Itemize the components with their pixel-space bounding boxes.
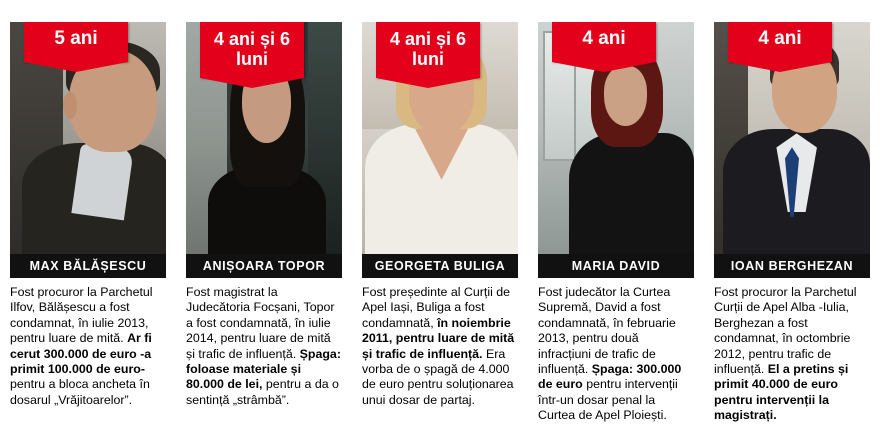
person-caption: Fost procuror la Parchetul Ilfov, Bălășescu a fost condamnat, în iulie 2013, pentru luare de mită. Ar fi cerut 300.000 de euro -a primit 100.000 de euro- pentru a bloca ancheta în dosarul „Vrăjitoarelor”. <box>10 285 153 407</box>
person-caption: Fost judecător la Curtea Supremă, David a fost condamnată, în februarie 2013, pentru două infracțiuni de trafic de influență. Șpaga: 300.000 de euro pentru intervenții într-un dosar penal la Curtea de Apel Ploiești. <box>538 285 682 423</box>
person-nameplate: GEORGETA BULIGA <box>362 254 518 278</box>
sentence-ribbon: 4 ani și 6 luni <box>376 22 480 78</box>
sentence-ribbon: 4 ani <box>728 22 832 62</box>
person-nameplate: MAX BĂLĂȘESCU <box>10 254 166 278</box>
person-caption: Fost magistrat la Judecătoria Focșani, Topor a fost condamnată, în iulie 2014, pentru luare de mită și trafic de influență. Șpaga: foloase materiale și 80.000 de lei, pentru a da o sentință „strâmbă”. <box>186 285 341 407</box>
sentence-ribbon: 4 ani <box>552 22 656 62</box>
person-caption: Fost președinte al Curții de Apel Iași, Buliga a fost condamnată, în noiembrie 2011, pentru luare de mită și trafic de influență. Era vorba de o șpagă de 4.000 de euro pentru soluționarea unui dosar de partaj. <box>362 285 515 407</box>
photo-container <box>538 22 694 254</box>
photo-container <box>714 22 870 254</box>
photo-container <box>186 22 342 254</box>
sentence-ribbon: 5 ani <box>24 22 128 62</box>
sentence-ribbon: 4 ani și 6 luni <box>200 22 304 78</box>
person-card <box>704 0 880 437</box>
photo-container <box>10 22 166 254</box>
person-nameplate: ANIȘOARA TOPOR <box>186 254 342 278</box>
person-card <box>0 0 176 437</box>
person-card <box>352 0 528 437</box>
person-card <box>528 0 704 437</box>
person-card <box>176 0 352 437</box>
person-nameplate: IOAN BERGHEZAN <box>714 254 870 278</box>
person-caption: Fost procuror la Parchetul Curții de Apel Alba -Iulia, Berghezan a fost condamnat, în octombrie 2012, pentru trafic de influență. El a pretins și primit 40.000 de euro pentru intervenții la magistrați. <box>714 285 857 423</box>
person-nameplate: MARIA DAVID <box>538 254 694 278</box>
photo-container <box>362 22 518 254</box>
